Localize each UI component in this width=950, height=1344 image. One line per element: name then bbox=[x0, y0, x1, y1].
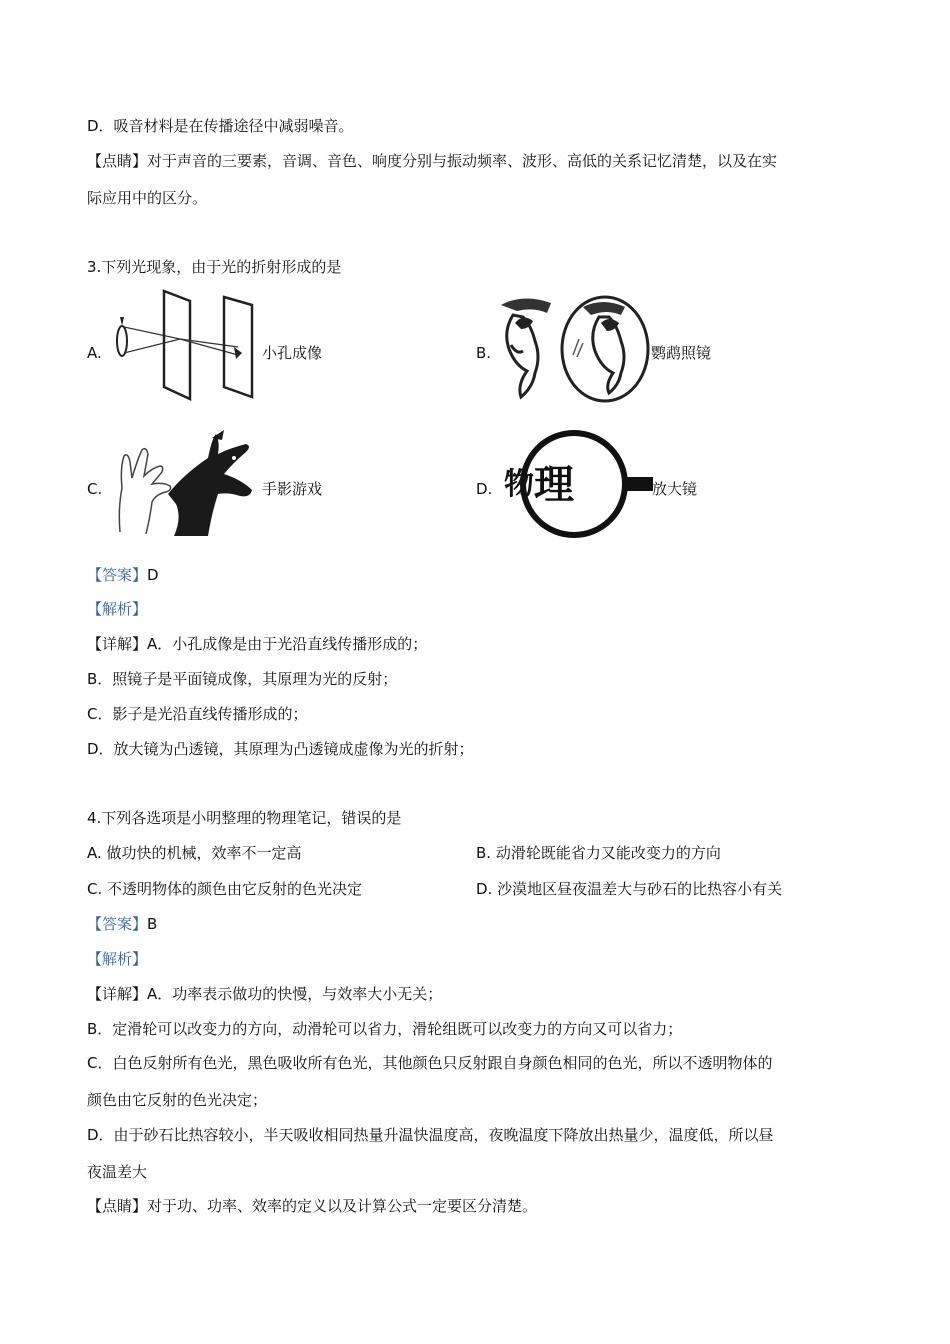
magnifier-text-li: 理 bbox=[534, 462, 574, 508]
q3-detail-b: B．照镜子是平面镜成像，其原理为光的反射； bbox=[87, 670, 398, 688]
q2-option-d: D．吸音材料是在传播途径中减弱噪音。 bbox=[87, 117, 354, 135]
q3-option-a-caption: 小孔成像 bbox=[262, 344, 323, 362]
q4-detail-a bbox=[87, 984, 442, 1004]
q3-option-b-letter: B. bbox=[476, 344, 492, 362]
note-tag: 【点睛】 bbox=[87, 1197, 148, 1215]
q3-option-b-caption: 鹦鹉照镜 bbox=[651, 344, 712, 362]
q4-analysis-tag: 【解析】 bbox=[87, 950, 148, 968]
q3-detail-c: C．影子是光沿直线传播形成的； bbox=[87, 705, 308, 723]
hand-shadow-figure bbox=[112, 428, 262, 540]
q4-detail-d2: 夜温差大 bbox=[87, 1163, 148, 1181]
q4-detail-d1: D．由于砂石比热容较小，半天吸收相同热量升温快温度高，夜晚温度下降放出热量少，温度低，所以昼 bbox=[87, 1126, 774, 1144]
q4-option-c: C. 不透明物体的颜色由它反射的色光决定 bbox=[87, 880, 363, 898]
q3-option-d-letter: D. bbox=[476, 480, 493, 498]
q3-detail-d: D．放大镜为凸透镜，其原理为凸透镜成虚像为光的折射； bbox=[87, 740, 474, 758]
detail-text: A．功率表示做功的快慢，与效率大小无关； bbox=[147, 985, 443, 1003]
answer-tag: 【答案】 bbox=[87, 566, 148, 584]
q4-detail-c2: 颜色由它反射的色光决定； bbox=[87, 1091, 268, 1109]
q4-stem: 4.下列各选项是小明整理的物理笔记，错误的是 bbox=[87, 809, 402, 827]
answer-tag: 【答案】 bbox=[87, 915, 148, 933]
q3-option-c-letter: C. bbox=[87, 480, 103, 498]
q4-answer-line bbox=[87, 914, 157, 934]
detail-tag: 【详解】 bbox=[87, 635, 148, 653]
q3-option-d-caption: 放大镜 bbox=[652, 480, 698, 498]
q4-detail-c1: C．白色反射所有色光，黑色吸收所有色光，其他颜色只反射跟自身颜色相同的色光，所以不透明物体的 bbox=[87, 1054, 773, 1072]
magnifier-figure bbox=[500, 426, 654, 542]
magnifier-text-wu: 物 bbox=[504, 467, 534, 502]
q3-answer-line bbox=[87, 565, 159, 585]
q2-note-line2: 际应用中的区分。 bbox=[87, 189, 208, 207]
q3-option-c-caption: 手影游戏 bbox=[262, 480, 323, 498]
detail-text: A．小孔成像是由于光沿直线传播形成的； bbox=[147, 635, 428, 653]
q3-option-a-letter: A. bbox=[87, 344, 102, 362]
parrot-mirror-figure bbox=[493, 293, 653, 403]
q4-note-line bbox=[87, 1196, 537, 1216]
answer-value: D bbox=[147, 566, 159, 584]
q4-detail-b: B．定滑轮可以改变力的方向，动滑轮可以省力，滑轮组既可以改变力的方向又可以省力； bbox=[87, 1020, 683, 1038]
q2-note-line1 bbox=[87, 151, 777, 171]
q4-option-b: B. 动滑轮既能省力又能改变力的方向 bbox=[476, 844, 721, 862]
q3-detail-a bbox=[87, 634, 427, 654]
pinhole-camera-figure bbox=[112, 289, 262, 401]
q3-stem: 3.下列光现象，由于光的折射形成的是 bbox=[87, 258, 342, 276]
note-tag: 【点睛】 bbox=[87, 152, 148, 170]
q4-option-d: D. 沙漠地区昼夜温差大与砂石的比热容小有关 bbox=[476, 880, 783, 898]
note-text: 对于功、功率、效率的定义以及计算公式一定要区分清楚。 bbox=[147, 1197, 538, 1215]
detail-tag: 【详解】 bbox=[87, 985, 148, 1003]
answer-value: B bbox=[147, 915, 158, 933]
note-text: 对于声音的三要素，音调、音色、响度分别与振动频率、波形、高低的关系记忆清楚，以及在实 bbox=[147, 152, 778, 170]
q3-analysis-tag: 【解析】 bbox=[87, 600, 148, 618]
q4-option-a: A. 做功快的机械，效率不一定高 bbox=[87, 844, 302, 862]
